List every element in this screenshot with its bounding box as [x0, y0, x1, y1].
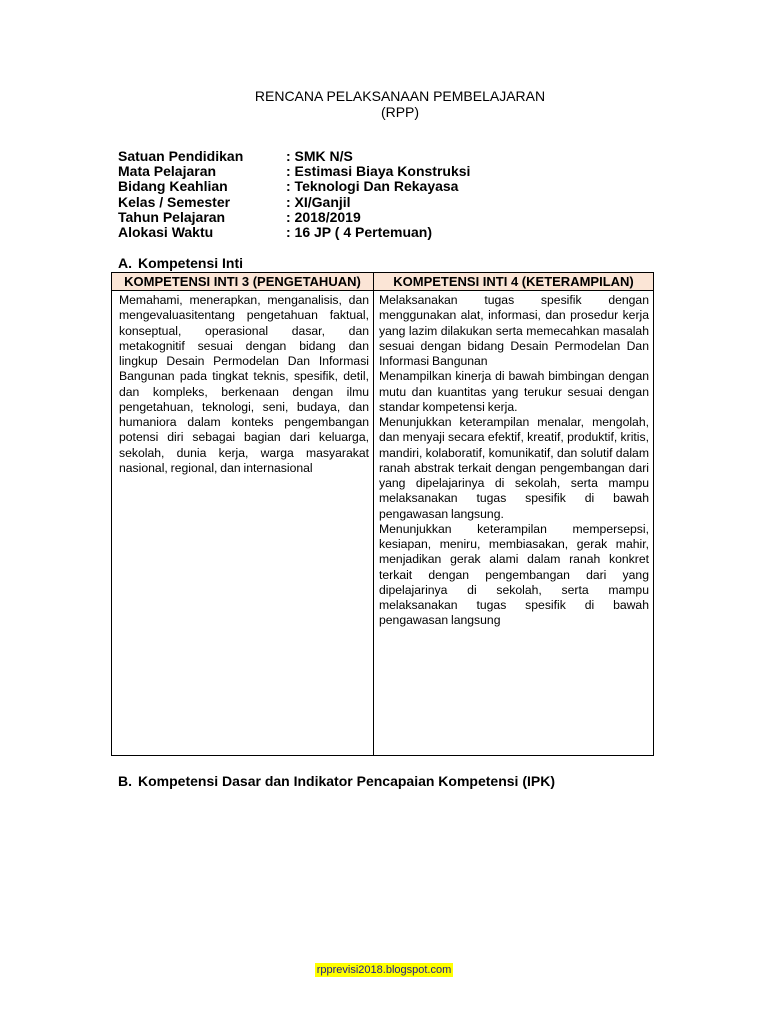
info-value: : SMK N/S: [286, 148, 353, 164]
ki4-paragraph: Melaksanakan tugas spesifik dengan menggunakan alat, informasi, dan prosedur kerja yang lazim dilakukan serta memecahkan masalah sesuai dengan bidang Desain Permodelan Dan Informasi Bangunan: [379, 293, 649, 368]
document-title: RENCANA PELAKSANAAN PEMBELAJARAN: [254, 88, 546, 104]
column-divider: [373, 291, 374, 755]
info-label: Mata Pelajaran: [118, 163, 217, 180]
info-label: Satuan Pendidikan: [118, 148, 244, 164]
info-value: : Teknologi Dan Rekayasa: [286, 178, 459, 195]
document-subtitle: (RPP): [380, 104, 420, 120]
info-row-satuan-pendidikan: [118, 149, 470, 164]
info-row-kelas-semester: [118, 195, 470, 210]
info-label: Kelas / Semester: [118, 193, 231, 210]
section-letter: B.: [118, 773, 132, 789]
ki3-header: KOMPETENSI INTI 3 (PENGETAHUAN): [112, 273, 374, 291]
info-label: Bidang Keahlian: [118, 178, 228, 195]
info-row-mata-pelajaran: [118, 164, 470, 179]
section-title: Kompetensi Inti: [138, 255, 244, 271]
ki4-paragraph: Menunjukkan keterampilan menalar, mengolah, dan menyaji secara efektif, kreatif, produktif, kritis, mandiri, kolaboratif, komunikatif, dan solutif dalam ranah abstrak terkait dengan pengembangan dari yang dipelajarinya di sekolah, serta mampu melaksanakan tugas spesifik di bawah pengawasan langsung.: [379, 415, 649, 521]
section-a-heading: [118, 255, 243, 271]
kompetensi-inti-table: [111, 272, 654, 756]
info-row-bidang-keahlian: [118, 179, 470, 194]
info-label: Tahun Pelajaran: [118, 208, 226, 225]
footer: [0, 964, 768, 976]
ki4-paragraph: Menunjukkan keterampilan mempersepsi, kesiapan, meniru, membiasakan, gerak mahir, menjadikan gerak alami dalam ranah konkret terkait dengan pengembangan dari yang dipelajarinya di sekolah, serta mampu melaksanakan tugas spesifik di bawah pengawasan langsung: [379, 521, 649, 628]
ki4-header: KOMPETENSI INTI 4 (KETERAMPILAN): [374, 273, 653, 291]
ki3-cell: [119, 293, 369, 476]
watermark-link[interactable]: rpprevisi2018.blogspot.com: [316, 964, 452, 976]
info-value: : 16 JP ( 4 Pertemuan): [286, 223, 433, 240]
section-letter: A.: [118, 255, 132, 271]
ki4-paragraph: Menampilkan kinerja di bawah bimbingan dengan mutu dan kuantitas yang terukur sesuai dengan standar kompetensi kerja.: [379, 369, 649, 414]
info-row-tahun-pelajaran: [118, 210, 470, 225]
info-label: Alokasi Waktu: [118, 223, 214, 240]
section-b-heading: [118, 773, 555, 789]
info-value: : XI/Ganjil: [286, 193, 351, 210]
ki4-cell: [379, 293, 649, 629]
info-value: : Estimasi Biaya Konstruksi: [286, 163, 471, 180]
ki3-text: Memahami, menerapkan, menganalisis, dan mengevaluasitentang pengetahuan faktual, konseptual, operasional dasar, dan metakognitif sesuai dengan bidang dan lingkup Desain Permodelan Dan Informasi Bangunan pada tingkat teknis, spesifik, detil, dan kompleks, berkenaan dengan ilmu pengetahuan, teknologi, seni, budaya, dan humaniora dalam konteks pengembangan potensi diri sebagai bagian dari keluarga, sekolah, dunia kerja, warga masyarakat nasional, regional, dan internasional: [119, 293, 369, 475]
info-value: : 2018/2019: [286, 208, 361, 225]
section-title: Kompetensi Dasar dan Indikator Pencapaian Kompetensi (IPK): [138, 773, 555, 789]
identity-block: [118, 149, 470, 240]
info-row-alokasi-waktu: [118, 225, 470, 240]
